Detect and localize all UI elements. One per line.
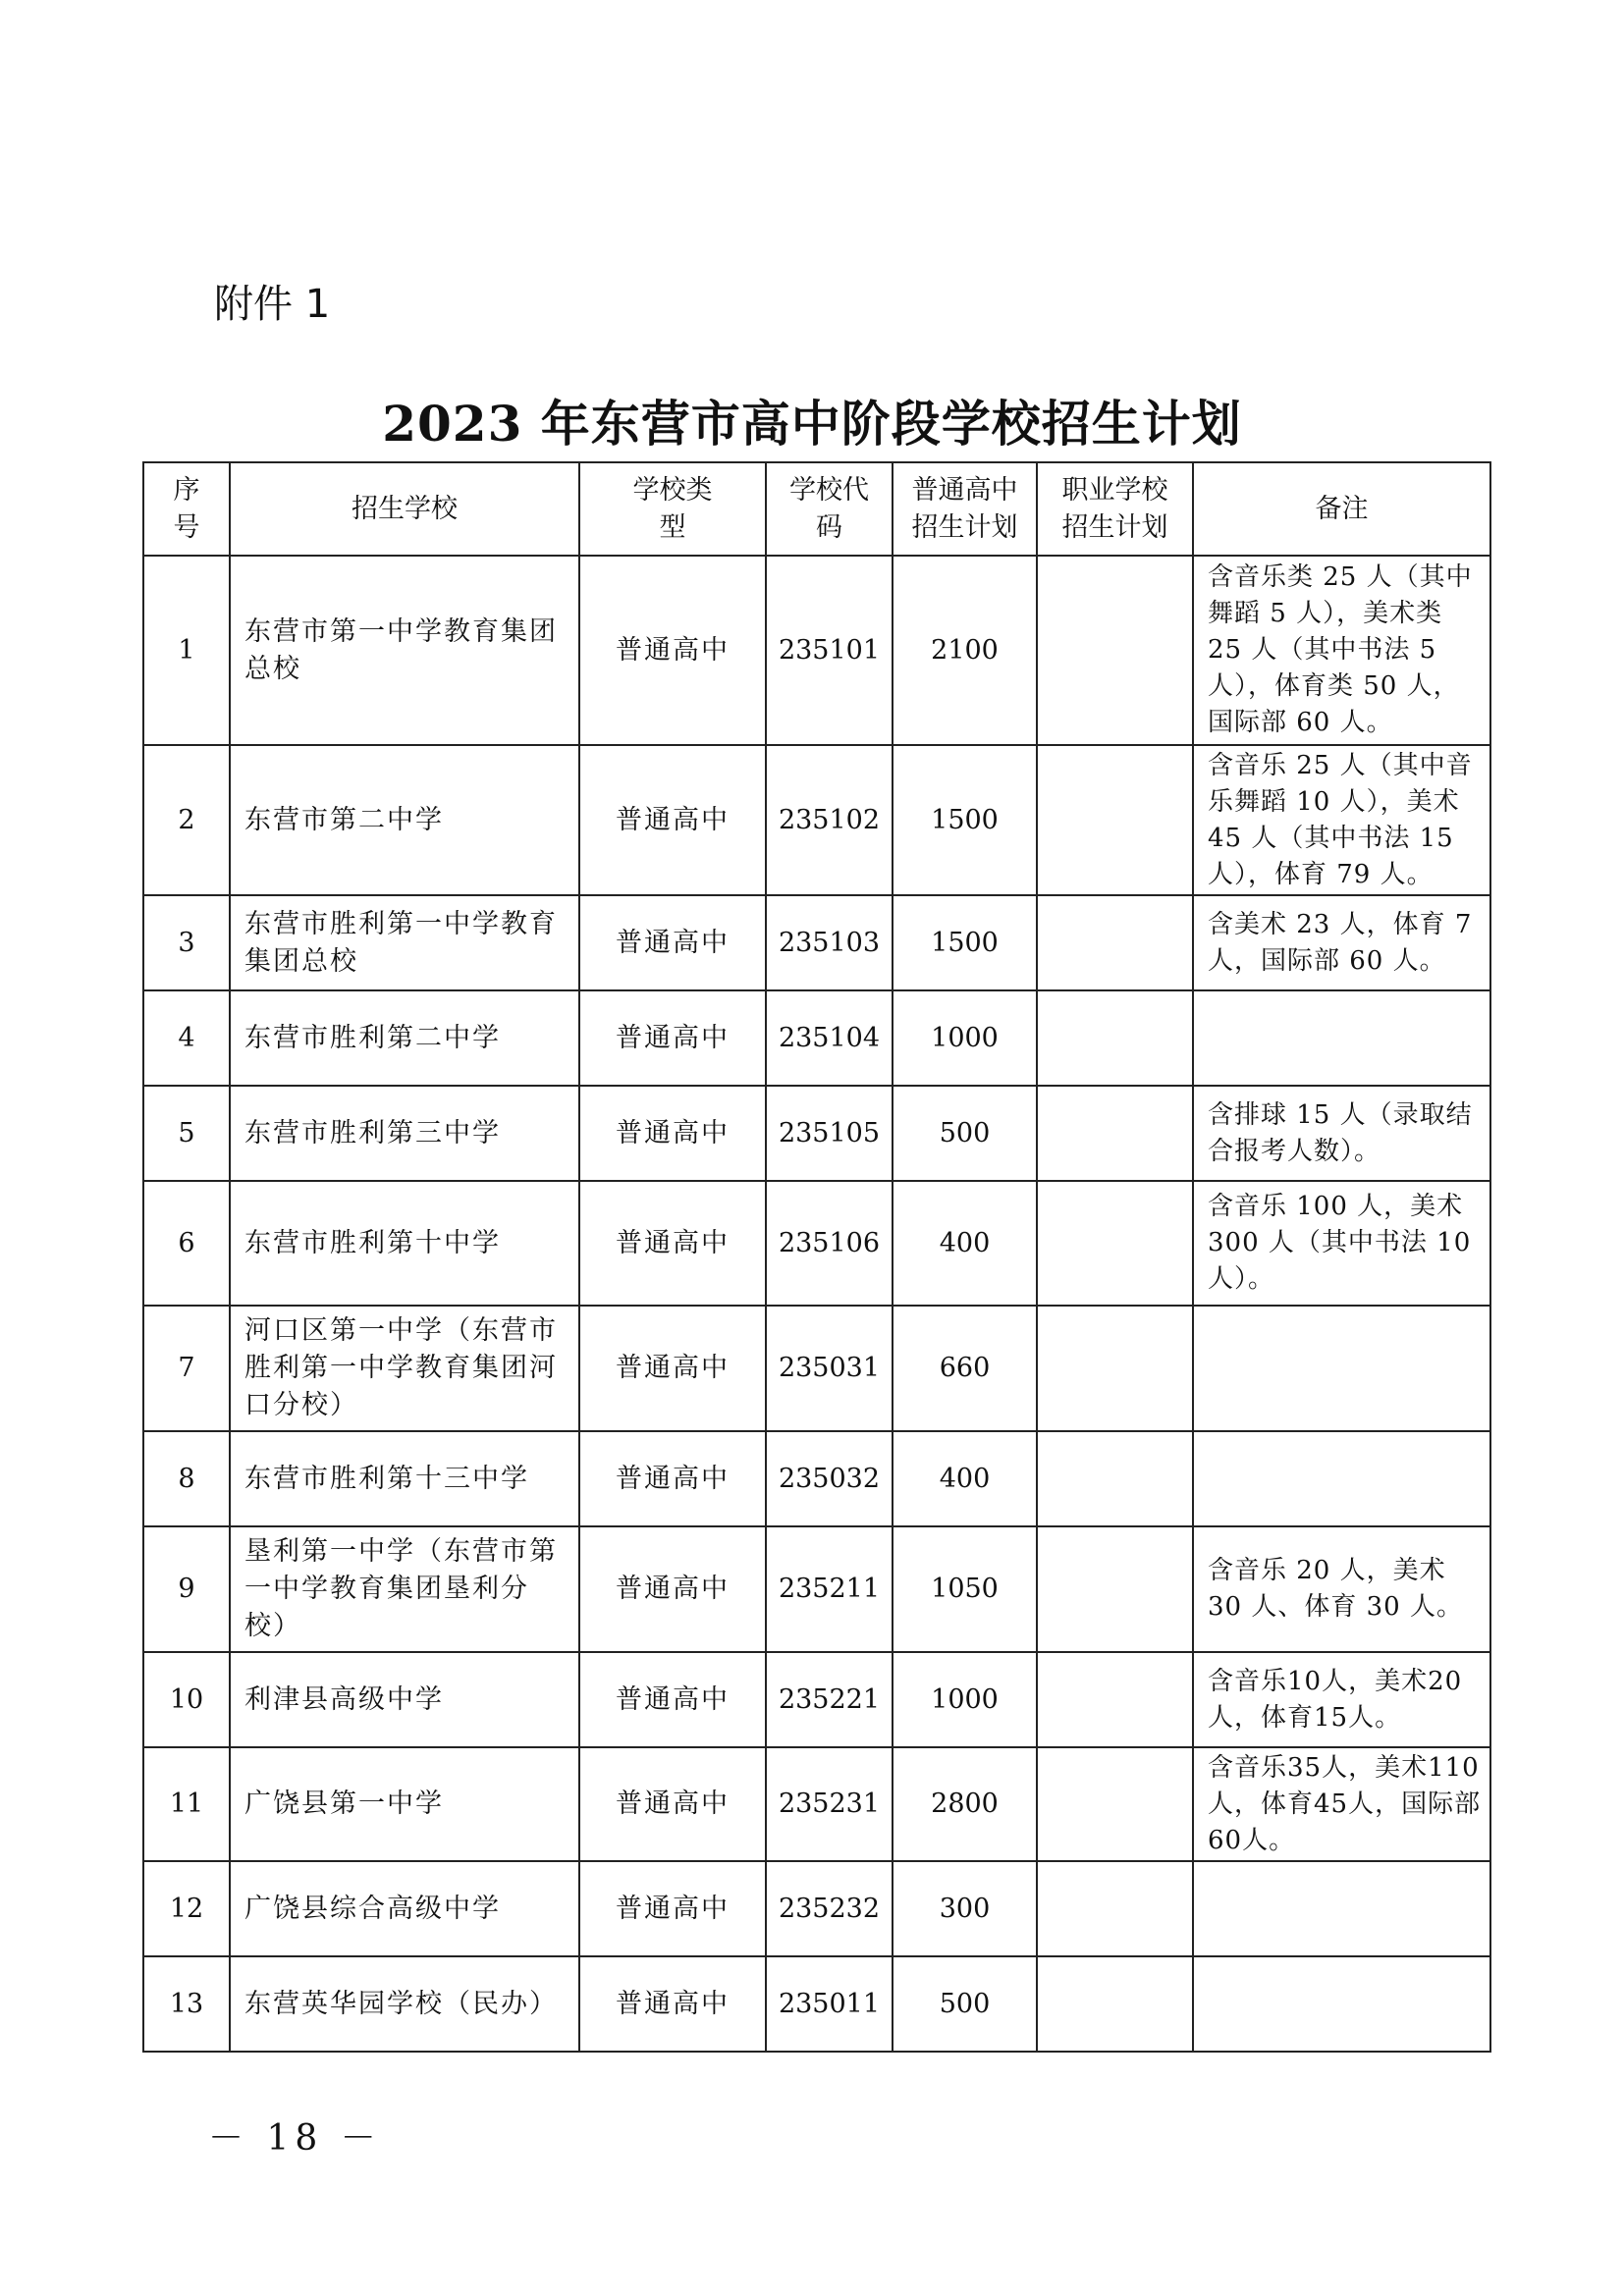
table-row <box>143 1861 1490 1956</box>
row-type: 普通高中 <box>579 1086 766 1181</box>
row-seq: 11 <box>143 1747 230 1861</box>
row-notes <box>1193 1861 1490 1956</box>
header-school: 招生学校 <box>230 462 579 556</box>
row-code: 235221 <box>766 1652 893 1747</box>
row-type: 普通高中 <box>579 1181 766 1306</box>
row-general-plan: 500 <box>893 1956 1037 2052</box>
header-general-plan: 普通高中招生计划 <box>893 462 1037 556</box>
table-row <box>143 745 1490 895</box>
row-school: 东营市胜利第十中学 <box>230 1181 579 1306</box>
row-general-plan: 1050 <box>893 1526 1037 1652</box>
row-notes: 含音乐10人，美术20人，体育15人。 <box>1193 1652 1490 1747</box>
row-general-plan: 1000 <box>893 1652 1037 1747</box>
row-general-plan: 500 <box>893 1086 1037 1181</box>
attachment-label: 附件 1 <box>214 282 331 327</box>
row-vocational-plan <box>1037 1861 1193 1956</box>
row-notes: 含排球 15 人（录取结合报考人数）。 <box>1193 1086 1490 1181</box>
row-seq: 7 <box>143 1306 230 1431</box>
row-vocational-plan <box>1037 1956 1193 2052</box>
row-type: 普通高中 <box>579 990 766 1086</box>
row-general-plan: 400 <box>893 1181 1037 1306</box>
table-row <box>143 556 1490 745</box>
row-seq: 3 <box>143 895 230 990</box>
row-seq: 5 <box>143 1086 230 1181</box>
row-seq: 2 <box>143 745 230 895</box>
row-general-plan: 2100 <box>893 556 1037 745</box>
row-school: 广饶县综合高级中学 <box>230 1861 579 1956</box>
row-school: 东营市胜利第一中学教育集团总校 <box>230 895 579 990</box>
row-school: 东营市胜利第二中学 <box>230 990 579 1086</box>
row-general-plan: 1000 <box>893 990 1037 1086</box>
row-code: 235104 <box>766 990 893 1086</box>
row-code: 235211 <box>766 1526 893 1652</box>
row-school: 东营英华园学校（民办） <box>230 1956 579 2052</box>
row-notes: 含音乐 100 人，美术 300 人（其中书法 10 人）。 <box>1193 1181 1490 1306</box>
row-notes <box>1193 990 1490 1086</box>
row-vocational-plan <box>1037 745 1193 895</box>
row-type: 普通高中 <box>579 1306 766 1431</box>
row-seq: 10 <box>143 1652 230 1747</box>
row-school: 河口区第一中学（东营市胜利第一中学教育集团河口分校） <box>230 1306 579 1431</box>
row-type: 普通高中 <box>579 745 766 895</box>
row-school: 利津县高级中学 <box>230 1652 579 1747</box>
row-notes: 含音乐 20 人，美术 30 人、体育 30 人。 <box>1193 1526 1490 1652</box>
header-vocational-plan: 职业学校招生计划 <box>1037 462 1193 556</box>
row-seq: 12 <box>143 1861 230 1956</box>
row-general-plan: 660 <box>893 1306 1037 1431</box>
row-notes: 含美术 23 人，体育 7 人，国际部 60 人。 <box>1193 895 1490 990</box>
row-code: 235105 <box>766 1086 893 1181</box>
row-type: 普通高中 <box>579 556 766 745</box>
header-type: 学校类型 <box>579 462 766 556</box>
row-code: 235011 <box>766 1956 893 2052</box>
row-notes <box>1193 1431 1490 1526</box>
row-vocational-plan <box>1037 1086 1193 1181</box>
row-school: 广饶县第一中学 <box>230 1747 579 1861</box>
row-notes: 含音乐 25 人（其中音乐舞蹈 10 人），美术 45 人（其中书法 15 人），体育 79 人。 <box>1193 745 1490 895</box>
row-vocational-plan <box>1037 990 1193 1086</box>
table-row <box>143 1526 1490 1652</box>
row-vocational-plan <box>1037 895 1193 990</box>
row-code: 235102 <box>766 745 893 895</box>
table-header-row <box>143 462 1490 556</box>
row-vocational-plan <box>1037 1181 1193 1306</box>
row-seq: 13 <box>143 1956 230 2052</box>
row-school: 垦利第一中学（东营市第一中学教育集团垦利分校） <box>230 1526 579 1652</box>
table-row <box>143 1086 1490 1181</box>
row-vocational-plan <box>1037 1431 1193 1526</box>
row-vocational-plan <box>1037 1526 1193 1652</box>
row-general-plan: 1500 <box>893 895 1037 990</box>
row-seq: 1 <box>143 556 230 745</box>
row-seq: 4 <box>143 990 230 1086</box>
header-notes: 备注 <box>1193 462 1490 556</box>
row-notes: 含音乐类 25 人（其中舞蹈 5 人），美术类 25 人（其中书法 5 人），体育类 50 人，国际部 60 人。 <box>1193 556 1490 745</box>
row-type: 普通高中 <box>579 895 766 990</box>
row-code: 235031 <box>766 1306 893 1431</box>
row-type: 普通高中 <box>579 1652 766 1747</box>
table-row <box>143 1306 1490 1431</box>
row-type: 普通高中 <box>579 1526 766 1652</box>
page-title: 2023 年东营市高中阶段学校招生计划 <box>382 395 1242 453</box>
row-school: 东营市第二中学 <box>230 745 579 895</box>
row-type: 普通高中 <box>579 1861 766 1956</box>
table-row <box>143 1431 1490 1526</box>
table-row <box>143 1956 1490 2052</box>
row-notes <box>1193 1306 1490 1431</box>
row-code: 235103 <box>766 895 893 990</box>
row-school: 东营市胜利第十三中学 <box>230 1431 579 1526</box>
row-general-plan: 300 <box>893 1861 1037 1956</box>
row-general-plan: 1500 <box>893 745 1037 895</box>
table-row <box>143 1747 1490 1861</box>
row-type: 普通高中 <box>579 1747 766 1861</box>
table-row <box>143 990 1490 1086</box>
row-seq: 8 <box>143 1431 230 1526</box>
row-code: 235032 <box>766 1431 893 1526</box>
header-seq: 序号 <box>143 462 230 556</box>
row-seq: 9 <box>143 1526 230 1652</box>
row-code: 235232 <box>766 1861 893 1956</box>
row-code: 235106 <box>766 1181 893 1306</box>
page-number: － 18 － <box>208 2118 382 2159</box>
row-vocational-plan <box>1037 1747 1193 1861</box>
row-school: 东营市胜利第三中学 <box>230 1086 579 1181</box>
row-type: 普通高中 <box>579 1956 766 2052</box>
row-general-plan: 2800 <box>893 1747 1037 1861</box>
table-row <box>143 1652 1490 1747</box>
row-vocational-plan <box>1037 556 1193 745</box>
row-notes: 含音乐35人，美术110人，体育45人，国际部60人。 <box>1193 1747 1490 1861</box>
row-school: 东营市第一中学教育集团总校 <box>230 556 579 745</box>
table-row <box>143 895 1490 990</box>
row-vocational-plan <box>1037 1306 1193 1431</box>
row-type: 普通高中 <box>579 1431 766 1526</box>
row-general-plan: 400 <box>893 1431 1037 1526</box>
header-code: 学校代码 <box>766 462 893 556</box>
table-row <box>143 1181 1490 1306</box>
enrollment-plan-table <box>142 461 1491 2053</box>
row-seq: 6 <box>143 1181 230 1306</box>
row-code: 235231 <box>766 1747 893 1861</box>
row-code: 235101 <box>766 556 893 745</box>
row-vocational-plan <box>1037 1652 1193 1747</box>
row-notes <box>1193 1956 1490 2052</box>
